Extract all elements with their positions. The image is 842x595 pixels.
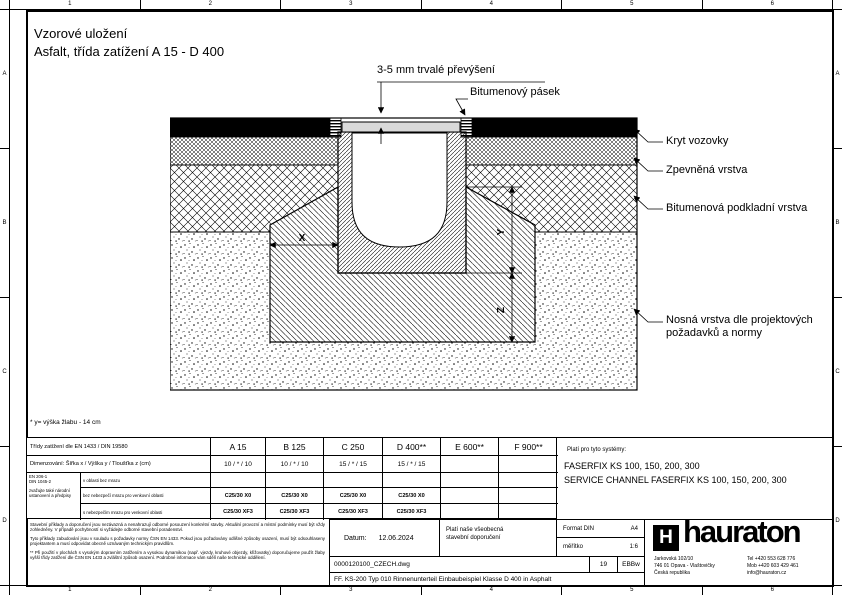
systems-heading: Platí pro tyto systémy: — [567, 447, 627, 453]
concrete-value — [441, 488, 499, 504]
bearing-layer-leader — [634, 309, 663, 322]
scale-value: 1:6 — [629, 544, 638, 550]
load-class-table — [26, 437, 557, 519]
logo-block — [645, 520, 832, 586]
grid-row-ref: A — [0, 0, 9, 149]
concrete-value: C25/30 XF3 — [266, 504, 324, 520]
dimension-row-label: Dimenzování: Šířka x / Výška y / Tloušťka z (cm) — [27, 456, 211, 473]
bitumen-strip-label: Bitumenový pásek — [470, 86, 560, 98]
load-class-header: F 900** — [499, 438, 558, 456]
footnote: * y= výška žlabu - 14 cm — [30, 419, 101, 426]
disclaimer — [26, 519, 330, 585]
bitumen-strip-right — [461, 118, 472, 137]
bearing-layer-label-line1: Nosná vrstva dle projektových — [666, 314, 813, 326]
scale-label: měřítko — [563, 544, 584, 550]
concrete-value: C25/30 X0 — [266, 488, 324, 504]
title-block — [330, 519, 832, 585]
page-title: Vzorové uložení — [34, 26, 128, 41]
address-line-1: Jarkovská 102/10 — [654, 556, 694, 562]
dimension-z-label: Z — [496, 306, 507, 314]
dimension-value — [441, 456, 499, 473]
dimension-value: 15 / * / 15 — [324, 456, 383, 473]
email: info@hauraton.cz — [747, 570, 787, 576]
binder-layer-left — [170, 137, 338, 165]
grid-col-ref: 4 — [422, 586, 563, 595]
bitumen-base-layer-leader — [634, 196, 663, 209]
load-class-header: B 125 — [266, 438, 324, 456]
phone-mob: Mob +420 603 429 461 — [747, 563, 799, 569]
concrete-row-label: v oblasti bez mrazu — [81, 473, 211, 488]
phone-tel: Tel +420 553 628 776 — [747, 556, 796, 562]
concrete-value: C25/30 X0 — [383, 488, 441, 504]
surface-layer-leader — [634, 129, 663, 142]
page-subtitle: Asfalt, třída zatížení A 15 - D 400 — [34, 44, 225, 59]
cross-section-diagram — [170, 60, 832, 393]
concrete-value: C25/30 X0 — [324, 488, 383, 504]
load-class-header: A 15 — [211, 438, 266, 456]
surface-layer-label: Kryt vozovky — [666, 135, 729, 147]
company-contact — [747, 556, 799, 577]
concrete-value — [499, 504, 558, 520]
grid-row-ref: A — [833, 0, 842, 149]
concrete-norm-1: EN 206-1 — [29, 474, 48, 479]
note-line-2: stavební doporučení — [446, 535, 501, 541]
note-line-1: Platí naše všeobecná — [446, 527, 504, 533]
dimension-value — [499, 456, 558, 473]
document-title-cell: FF. KS-200 Typ 010 Rinnenunterteil Einbaubeispiel Klasse D 400 in Asphalt — [330, 573, 645, 586]
grid-row-ref: D — [2, 518, 7, 524]
company-address — [654, 556, 715, 577]
address-line-3: Česká republika — [654, 570, 690, 576]
systems-line-1: FASERFIX KS 100, 150, 200, 300 — [564, 461, 700, 471]
grid-col-ref: 4 — [422, 0, 563, 9]
disclaimer-paragraph-1: Stavební příklady a doporučení jsou nezávazná a nenahrazují odborné posouzení konkrétní stavby. Aktuální provozní a místní podmínky musí být vždy zohledněny. V případě pochybností si vyžádejte odborné stavební poradenství. — [30, 522, 325, 533]
concrete-value — [499, 488, 558, 504]
grate — [342, 122, 460, 132]
binder-layer-right — [466, 137, 637, 165]
date-cell — [330, 520, 440, 557]
asphalt-layer-right — [472, 118, 637, 137]
bitumen-base-layer-label: Bitumenová podkladní vrstva — [666, 202, 808, 214]
concrete-value: C25/30 XF3 — [324, 504, 383, 520]
asphalt-layer-left — [170, 118, 330, 137]
grid-col-ref: 3 — [281, 586, 422, 595]
concrete-value — [441, 504, 499, 520]
binder-layer-leader — [634, 158, 663, 171]
disclaimer-paragraph-2: Tyto příklady zabudování jsou v souladu s požadavky normy ČSN EN 1433. Pokud jsou požadovány odlišné způsoby osazení, musí být odsouhlaseny projektantem a musí odpovídat obecně uznávaným technickým pravidlům. — [30, 535, 325, 547]
load-class-row-label: Třídy zatížení dle EN 1433 / DIN 19580 — [27, 438, 211, 456]
concrete-value: C25/30 XF3 — [383, 504, 441, 520]
hauraton-wordmark: hauraton — [683, 520, 800, 549]
grid-col-ref: 5 — [562, 0, 703, 9]
grid-col-ref: 6 — [770, 1, 774, 7]
concrete-note-2: ustanovení a předpisy — [29, 493, 72, 498]
concrete-value — [266, 473, 324, 488]
grid-col-ref: 5 — [562, 586, 703, 595]
grid-strip-left — [0, 0, 10, 595]
address-line-2: 746 01 Opava - Vlaštovičky — [654, 563, 715, 569]
page-number-cell: 19 — [590, 557, 618, 573]
concrete-value — [211, 473, 266, 488]
grid-col-ref: 2 — [141, 0, 282, 9]
hauraton-logo-icon: H — [653, 525, 679, 551]
format-label: Format DIN — [563, 525, 595, 532]
dimension-x-label: X — [298, 233, 306, 244]
concrete-row-label: bez nebezpečí mrazu pro venkovní oblasti — [81, 488, 211, 504]
concrete-group-label — [27, 473, 81, 520]
grid-col-ref: 1 — [0, 0, 141, 9]
general-note-cell — [440, 520, 557, 557]
grid-col-ref: 3 — [281, 0, 422, 9]
dimension-value: 15 / * / 15 — [383, 456, 441, 473]
grid-row-ref: B — [0, 149, 9, 298]
load-class-header: E 600** — [441, 438, 499, 456]
load-class-header: D 400** — [383, 438, 441, 456]
bearing-layer-label — [666, 314, 813, 340]
concrete-row-label: s nebezpečím mrazu pro venkovní oblasti — [81, 504, 211, 520]
dimension-value: 10 / * / 10 — [211, 456, 266, 473]
concrete-value — [441, 473, 499, 488]
grid-row-ref: B — [833, 149, 842, 298]
binder-layer-label: Zpevněná vrstva — [666, 164, 748, 176]
concrete-value — [383, 473, 441, 488]
dimension-value: 10 / * / 10 — [266, 456, 324, 473]
initials-cell: EBBw — [618, 557, 645, 573]
concrete-value — [324, 473, 383, 488]
format-cell — [557, 520, 645, 538]
concrete-value — [499, 473, 558, 488]
grid-row-ref: D — [835, 518, 840, 524]
systems-panel — [557, 437, 832, 519]
load-class-header: C 250 — [324, 438, 383, 456]
format-value: A4 — [630, 525, 638, 532]
date-value: 12.06.2024 — [378, 534, 414, 542]
concrete-norm-2: DIN 1045-2 — [29, 479, 51, 484]
bitumen-strip-left — [330, 118, 341, 137]
concrete-note-1: zvažujte také národní — [29, 488, 70, 493]
grid-col-ref: 6 — [770, 587, 774, 593]
grid-row-ref: C — [0, 298, 9, 447]
dimension-y-label: Y — [496, 228, 507, 236]
grid-row-ref: C — [833, 298, 842, 447]
bitumen-strip-leader — [456, 99, 468, 115]
disclaimer-paragraph-3: ** Při použití v plochách s vysokým dopravním zatížením a vysokou dynamikou (např. vjezdy, kruhové objezdy, křižovatky) doporučujeme použít žlaby vyšší třídy zatížení dle ČSN EN 1433 a zvláštní způsob osazení. Podrobné informace vám sdělí naše technické oddělení. — [30, 549, 325, 561]
concrete-value: C25/30 XF3 — [211, 504, 266, 520]
channel-interior — [352, 133, 447, 247]
convexity-label: 3-5 mm trvalé převýšení — [377, 64, 495, 76]
file-name-cell: 0000120100_CZECH.dwg — [330, 557, 590, 573]
concrete-value: C25/30 X0 — [211, 488, 266, 504]
grid-col-ref: 2 — [141, 586, 282, 595]
grid-col-ref: 1 — [0, 586, 141, 595]
systems-line-2: SERVICE CHANNEL FASERFIX KS 100, 150, 200, 300 — [564, 475, 787, 485]
grid-strip-top — [0, 0, 842, 10]
date-label: Datum: — [344, 534, 367, 542]
bearing-layer-label-line2: požadavků a normy — [666, 327, 762, 339]
scale-cell — [557, 538, 645, 557]
